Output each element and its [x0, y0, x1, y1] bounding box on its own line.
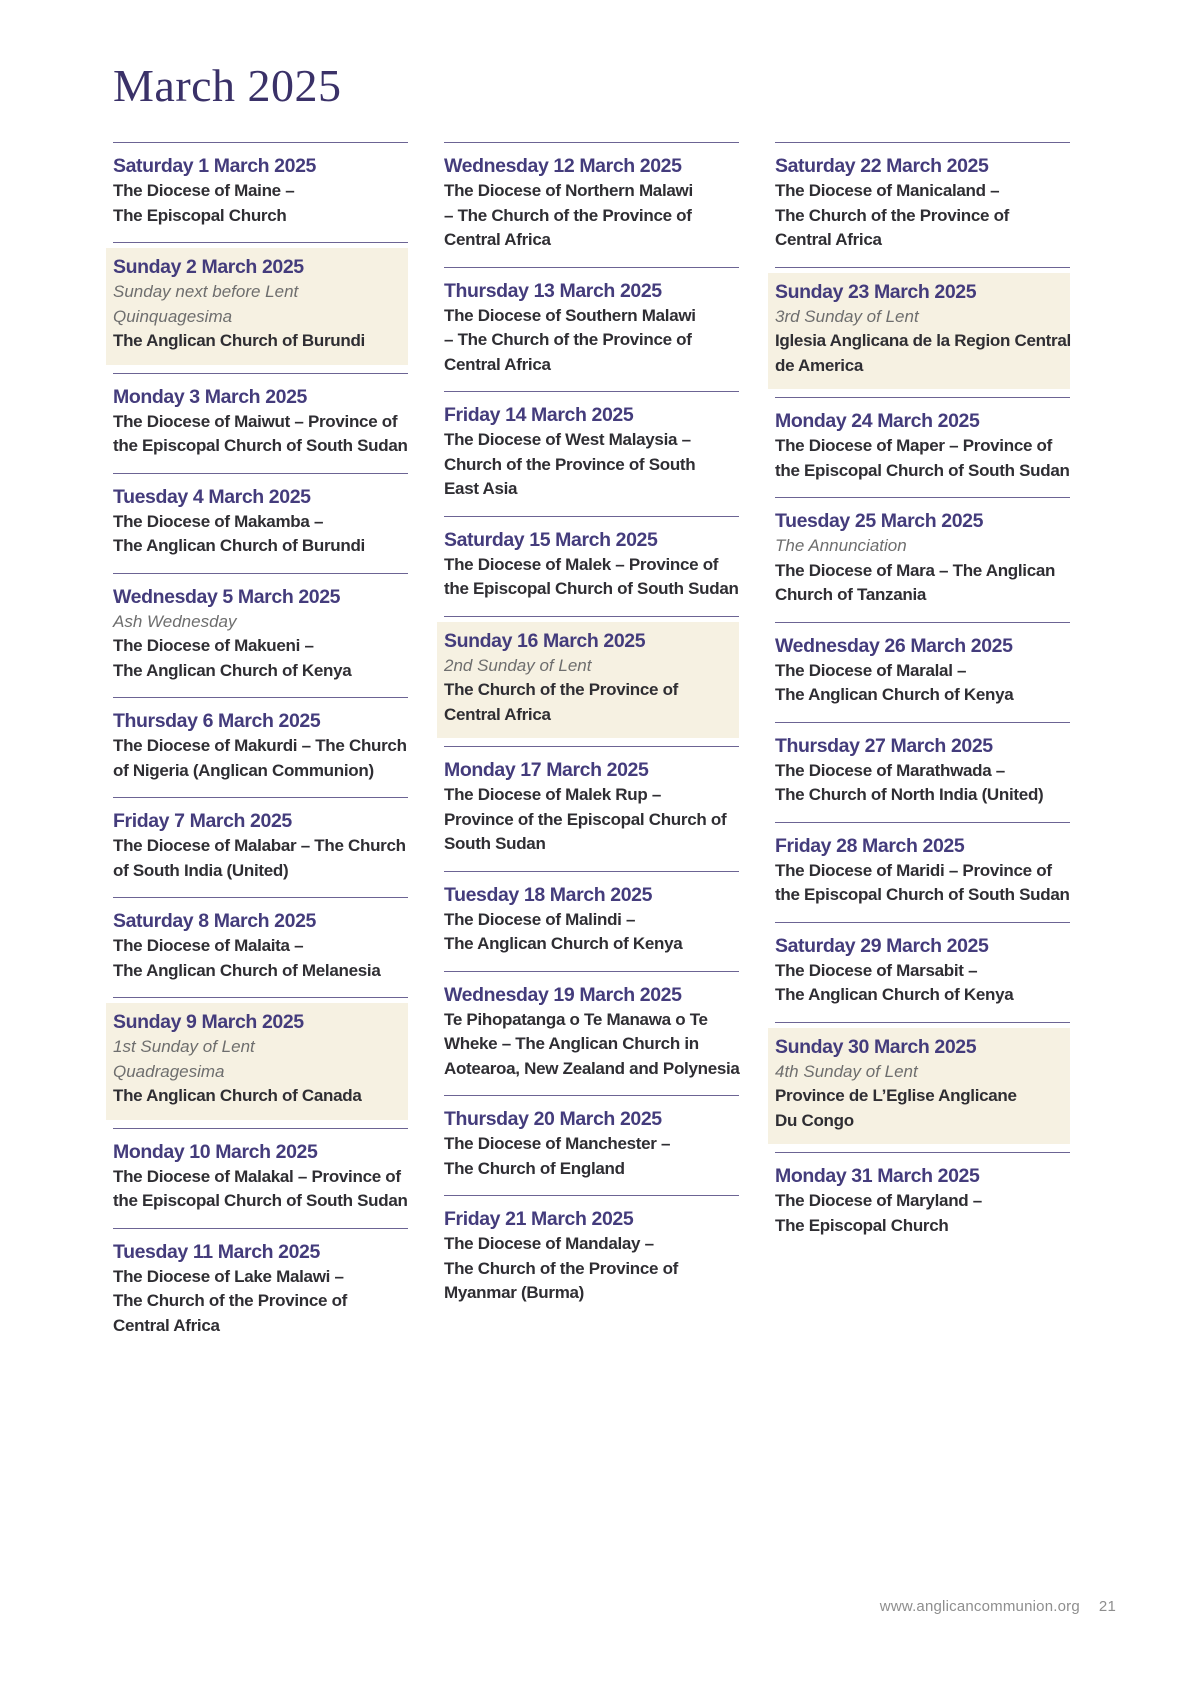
entry-content — [775, 634, 1070, 708]
calendar-entry — [113, 373, 408, 473]
entry-body-line: Central Africa — [444, 354, 551, 374]
entry-body-line: The Diocese of Manicaland – — [775, 181, 1000, 200]
entry-feast-line: Ash Wednesday — [113, 611, 237, 631]
entry-content — [113, 1140, 408, 1214]
page-footer — [880, 1598, 1116, 1615]
calendar-entry — [113, 897, 408, 997]
entry-body-line: The Diocese of Marsabit – — [775, 960, 978, 980]
entry-body-line: The Episcopal Church — [775, 1215, 949, 1235]
calendar-columns — [113, 142, 1071, 1352]
entry-date-heading: Sunday 30 March 2025 — [775, 1035, 977, 1058]
entry-feast-line: Quinquagesima — [113, 306, 233, 326]
calendar-entry — [444, 746, 739, 871]
calendar-entry — [113, 573, 408, 698]
entry-date-heading: Wednesday 12 March 2025 — [444, 155, 682, 177]
entry-body-line: the Episcopal Church of South Sudan — [775, 885, 1070, 904]
entry-date-heading: Saturday 15 March 2025 — [444, 528, 658, 551]
calendar-entry — [775, 822, 1070, 922]
entry-content — [444, 758, 739, 857]
entry-body-line: The Diocese of Marathwada – — [775, 760, 1005, 780]
calendar-entry — [444, 516, 739, 616]
entry-content — [444, 1207, 739, 1306]
entry-content — [444, 403, 739, 502]
entry-content — [768, 1028, 1070, 1145]
entry-body-line: Central Africa — [775, 230, 882, 249]
entry-date-heading: Friday 14 March 2025 — [444, 404, 634, 426]
entry-content — [775, 409, 1070, 483]
entry-content — [775, 154, 1070, 253]
entry-date-heading: Tuesday 11 March 2025 — [113, 1240, 320, 1263]
entry-body-line: the Episcopal Church of South Sudan — [444, 579, 739, 598]
entry-body-line: The Diocese of Malindi – — [444, 909, 636, 929]
entry-body-line: The Diocese of Southern Malawi — [444, 305, 696, 325]
entry-body-line: The Church of the Province of — [444, 1258, 679, 1278]
calendar-entry-sunday — [444, 616, 739, 747]
entry-body-line: – The Church of the Province of — [444, 205, 692, 225]
footer-url: www.anglicancommunion.org — [879, 1598, 1080, 1615]
entry-body-line: The Church of England — [444, 1158, 625, 1178]
calendar-entry — [113, 473, 408, 573]
calendar-entry — [444, 1195, 739, 1320]
entry-body-line: The Diocese of Malek – Province of — [444, 554, 719, 574]
entry-body-line: The Diocese of Maiwut – Province of — [113, 411, 398, 431]
entry-body-line: The Diocese of Maridi – Province of — [775, 860, 1052, 880]
entry-content — [113, 909, 408, 983]
entry-body-line: The Church of North India (United) — [775, 785, 1044, 804]
entry-feast-line: Quadragesima — [113, 1061, 225, 1081]
entry-date-heading: Friday 21 March 2025 — [444, 1208, 634, 1230]
page-title: March 2025 — [113, 60, 342, 111]
entry-body-line: Central Africa — [113, 1315, 220, 1335]
calendar-entry — [113, 142, 408, 242]
entry-body-line: Myanmar (Burma) — [444, 1283, 585, 1302]
calendar-entry — [444, 267, 739, 392]
calendar-entry-sunday — [775, 1022, 1070, 1153]
calendar-entry — [775, 922, 1070, 1022]
entry-content — [113, 485, 408, 559]
entry-body-line: The Diocese of West Malaysia – — [444, 430, 691, 449]
calendar-entry — [775, 1152, 1070, 1252]
entry-feast-line: 3rd Sunday of Lent — [775, 306, 919, 326]
entry-content — [113, 709, 408, 783]
calendar-entry — [775, 722, 1070, 822]
calendar-entry — [113, 697, 408, 797]
entry-body-line: The Diocese of Makamba – — [113, 511, 324, 531]
entry-body-line: Central Africa — [444, 704, 551, 724]
entry-body-line: the Episcopal Church of South Sudan — [775, 460, 1070, 480]
entry-content — [775, 734, 1070, 808]
entry-body-line: The Diocese of Makueni – — [113, 636, 314, 655]
calendar-entry — [113, 1128, 408, 1228]
entry-body-line: Te Pihopatanga o Te Manawa o Te — [444, 1009, 708, 1029]
entry-content — [113, 809, 408, 883]
entry-body-line: the Episcopal Church of South Sudan — [113, 436, 408, 455]
entry-body-line: The Diocese of Maper – Province of — [775, 436, 1052, 455]
entry-body-line: of South India (United) — [113, 860, 289, 880]
entry-date-heading: Thursday 13 March 2025 — [444, 279, 662, 302]
entry-date-heading: Sunday 9 March 2025 — [113, 1011, 304, 1033]
entry-feast-line: 1st Sunday of Lent — [113, 1037, 255, 1056]
entry-date-heading: Monday 17 March 2025 — [444, 759, 649, 781]
entry-body-line: The Diocese of Malabar – The Church — [113, 836, 406, 855]
entry-body-line: The Anglican Church of Kenya — [775, 985, 1014, 1004]
entry-date-heading: Wednesday 19 March 2025 — [444, 983, 682, 1006]
entry-body-line: The Diocese of Maine – — [113, 181, 295, 200]
entry-date-heading: Thursday 6 March 2025 — [113, 710, 321, 732]
entry-body-line: The Church of the Province of — [775, 205, 1010, 225]
entry-date-heading: Saturday 29 March 2025 — [775, 934, 989, 957]
entry-body-line: The Diocese of Northern Malawi — [444, 181, 693, 200]
entry-feast-line: 2nd Sunday of Lent — [444, 655, 592, 675]
entry-date-heading: Thursday 27 March 2025 — [775, 734, 993, 757]
entry-content — [113, 585, 408, 684]
entry-body-line: The Diocese of Malaita – — [113, 936, 304, 955]
entry-content — [444, 883, 739, 957]
entry-body-line: The Diocese of Maralal – — [775, 660, 967, 680]
entry-body-line: Iglesia Anglicana de la Region Central — [775, 331, 1071, 350]
entry-body-line: of Nigeria (Anglican Communion) — [113, 760, 374, 780]
entry-body-line: The Diocese of Malakal – Province of — [113, 1166, 401, 1186]
entry-body-line: de America — [775, 355, 864, 375]
entry-body-line: The Church of the Province of — [444, 680, 679, 699]
entry-date-heading: Monday 3 March 2025 — [113, 385, 307, 408]
entry-content — [775, 934, 1070, 1008]
entry-body-line: The Episcopal Church — [113, 205, 287, 225]
calendar-entry — [444, 391, 739, 516]
entry-date-heading: Monday 24 March 2025 — [775, 410, 980, 432]
calendar-entry — [444, 871, 739, 971]
entry-date-heading: Wednesday 26 March 2025 — [775, 634, 1013, 657]
entry-body-line: The Anglican Church of Kenya — [113, 660, 352, 680]
calendar-entry — [444, 1095, 739, 1195]
entry-content — [437, 622, 739, 739]
calendar-entry-sunday — [113, 997, 408, 1128]
entry-content — [113, 154, 408, 228]
entry-body-line: The Diocese of Manchester – — [444, 1134, 671, 1153]
entry-body-line: The Diocese of Maryland – — [775, 1191, 982, 1210]
entry-content — [444, 528, 739, 602]
entry-content — [775, 1164, 1070, 1238]
entry-date-heading: Monday 10 March 2025 — [113, 1140, 318, 1163]
entry-feast-line: 4th Sunday of Lent — [775, 1061, 918, 1081]
entry-date-heading: Thursday 20 March 2025 — [444, 1108, 662, 1130]
entry-body-line: – The Church of the Province of — [444, 330, 692, 349]
entry-content — [113, 385, 408, 459]
entry-body-line: Aotearoa, New Zealand and Polynesia — [444, 1058, 740, 1078]
calendar-entry — [444, 971, 739, 1096]
calendar-entry — [775, 497, 1070, 622]
entry-feast-line: Sunday next before Lent — [113, 282, 299, 301]
entry-date-heading: Sunday 23 March 2025 — [775, 280, 977, 303]
entry-body-line: The Anglican Church of Burundi — [113, 331, 365, 350]
entry-feast-line: The Annunciation — [775, 536, 907, 555]
calendar-entry — [775, 622, 1070, 722]
entry-body-line: the Episcopal Church of South Sudan — [113, 1191, 408, 1210]
entry-date-heading: Sunday 2 March 2025 — [113, 256, 304, 278]
entry-body-line: Du Congo — [775, 1110, 854, 1130]
entry-body-line: The Diocese of Malek Rup – — [444, 785, 662, 804]
entry-body-line: Province de L’Eglise Anglicane — [775, 1086, 1017, 1105]
calendar-column — [113, 142, 408, 1352]
calendar-entry — [113, 1228, 408, 1353]
entry-date-heading: Tuesday 18 March 2025 — [444, 883, 653, 906]
entry-content — [106, 1003, 408, 1120]
entry-content — [768, 273, 1070, 390]
entry-date-heading: Friday 28 March 2025 — [775, 834, 965, 857]
entry-date-heading: Tuesday 25 March 2025 — [775, 510, 984, 532]
calendar-entry-sunday — [113, 242, 408, 373]
entry-date-heading: Sunday 16 March 2025 — [444, 629, 646, 652]
entry-content — [775, 834, 1070, 908]
calendar-column — [775, 142, 1070, 1252]
entry-body-line: Church of the Province of South — [444, 454, 696, 474]
page-number: 21 — [1098, 1598, 1116, 1615]
entry-body-line: Wheke – The Anglican Church in — [444, 1034, 699, 1053]
entry-body-line: The Anglican Church of Canada — [113, 1086, 362, 1105]
calendar-column — [444, 142, 739, 1320]
entry-date-heading: Friday 7 March 2025 — [113, 810, 292, 832]
entry-content — [444, 1107, 739, 1181]
entry-body-line: Province of the Episcopal Church of — [444, 809, 727, 829]
entry-date-heading: Saturday 22 March 2025 — [775, 155, 989, 177]
entry-body-line: The Anglican Church of Melanesia — [113, 960, 381, 980]
entry-body-line: The Anglican Church of Burundi — [113, 536, 365, 555]
entry-body-line: The Diocese of Makurdi – The Church — [113, 736, 407, 755]
entry-date-heading: Monday 31 March 2025 — [775, 1165, 980, 1187]
entry-body-line: South Sudan — [444, 834, 546, 853]
entry-content — [775, 509, 1070, 608]
calendar-entry-sunday — [775, 267, 1070, 398]
entry-body-line: Church of Tanzania — [775, 585, 927, 604]
entry-body-line: The Diocese of Mandalay – — [444, 1234, 654, 1253]
entry-content — [106, 248, 408, 365]
entry-date-heading: Saturday 1 March 2025 — [113, 155, 316, 177]
calendar-entry — [775, 142, 1070, 267]
entry-date-heading: Tuesday 4 March 2025 — [113, 485, 311, 508]
entry-content — [444, 279, 739, 378]
entry-date-heading: Wednesday 5 March 2025 — [113, 585, 341, 608]
calendar-entry — [775, 397, 1070, 497]
entry-content — [444, 983, 739, 1082]
entry-body-line: East Asia — [444, 479, 518, 498]
entry-body-line: The Diocese of Mara – The Anglican — [775, 560, 1056, 580]
entry-body-line: The Anglican Church of Kenya — [775, 685, 1014, 704]
entry-date-heading: Saturday 8 March 2025 — [113, 910, 316, 932]
entry-body-line: The Diocese of Lake Malawi – — [113, 1266, 344, 1286]
entry-body-line: The Church of the Province of — [113, 1291, 348, 1310]
calendar-entry — [113, 797, 408, 897]
entry-content — [113, 1240, 408, 1339]
entry-content — [444, 154, 739, 253]
entry-body-line: The Anglican Church of Kenya — [444, 934, 683, 953]
calendar-entry — [444, 142, 739, 267]
entry-body-line: Central Africa — [444, 230, 551, 249]
calendar-page — [113, 60, 1071, 1352]
